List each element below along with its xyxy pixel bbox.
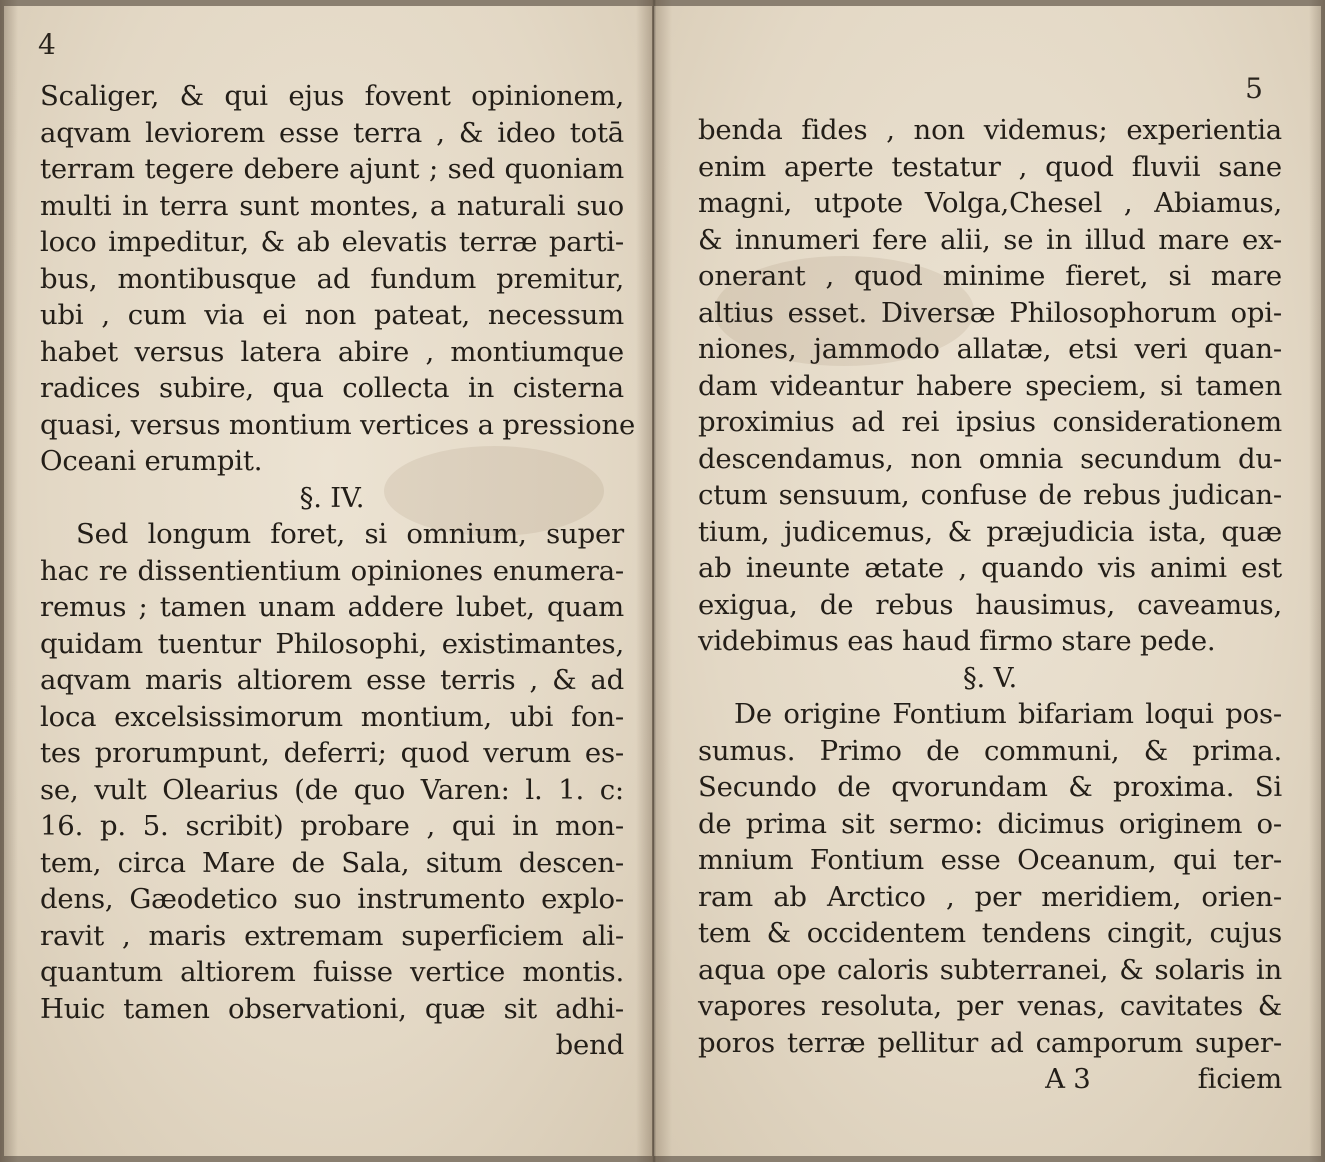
text-line: loco impeditur, & ab elevatis terræ parti- xyxy=(40,226,624,258)
text-line: benda fides , non videmus; experientia xyxy=(698,114,1282,146)
text-line: dam videantur habere speciem, si tamen xyxy=(698,369,1282,402)
text-line: poros terræ pellitur ad camporum super- xyxy=(698,1026,1282,1059)
text-line: dens, Gæodetico suo instrumento explo- xyxy=(40,883,624,915)
text-line: Secundo de qvorundam & proxima. Si xyxy=(698,771,1282,803)
text-line: De origine Fontium bifariam loqui pos- xyxy=(734,698,1282,730)
text-line: altius esset. Diversæ Philosophorum opi- xyxy=(698,296,1282,329)
text-line: multi in terra sunt montes, a naturali suo xyxy=(40,189,624,222)
text-line: quasi, versus montium vertices a pressione xyxy=(40,408,636,441)
left-page-text xyxy=(40,78,636,1064)
text-line: loca excelsissimorum montium, ubi fon- xyxy=(40,700,624,733)
text-line: exigua, de rebus hausimus, caveamus, xyxy=(698,588,1282,621)
text-line: ubi , cum via ei non pateat, necessum xyxy=(40,299,624,331)
text-line: enim aperte testatur , quod fluvii sane xyxy=(698,150,1282,183)
text-line: Huic tamen observationi, quæ sit adhi- xyxy=(40,992,624,1025)
text-line: aqvam maris altiorem esse terris , & ad xyxy=(40,664,624,696)
text-line: aqvam leviorem esse terra , & ideo totā xyxy=(40,116,624,149)
catchword: bend xyxy=(555,1029,624,1061)
text-line: se, vult Olearius (de quo Varen: l. 1. c: xyxy=(40,773,624,806)
text-line: remus ; tamen unam addere lubet, quam xyxy=(40,591,624,623)
text-line: ab ineunte ætate , quando vis animi est xyxy=(698,552,1282,584)
text-line: mnium Fontium esse Oceanum, qui ter- xyxy=(698,844,1282,876)
text-line: videbimus eas haud firmo stare pede. xyxy=(698,625,1216,657)
text-line: tem & occidentem tendens cingit, cujus xyxy=(698,917,1282,949)
page-number-left: 4 xyxy=(38,28,56,61)
text-line: radices subire, qua collecta in cisterna xyxy=(40,372,624,404)
text-line: tium, judicemus, & præjudicia ista, quæ xyxy=(698,515,1282,548)
text-line: Sed longum foret, si omnium, super xyxy=(76,518,624,550)
text-line: quidam tuentur Philosophi, existimantes, xyxy=(40,627,624,660)
text-line: descendamus, non omnia secundum du- xyxy=(698,442,1282,475)
text-line: aqua ope caloris subterranei, & solaris in xyxy=(698,953,1282,986)
text-line: quantum altiorem fuisse vertice montis. xyxy=(40,956,624,988)
text-line: Oceani erumpit. xyxy=(40,445,263,477)
text-line: bus, montibusque ad fundum premitur, xyxy=(40,262,624,295)
text-line: terram tegere debere ajunt ; sed quoniam xyxy=(40,153,624,185)
text-line: proximius ad rei ipsius considerationem xyxy=(698,406,1282,438)
text-line: magni, utpote Volga,Chesel , Abiamus, xyxy=(698,187,1282,219)
section-heading: §. V. xyxy=(962,661,1018,694)
text-line: tes prorumpunt, deferri; quod verum es- xyxy=(40,737,624,769)
text-line: Scaliger, & qui ejus fovent opinionem, xyxy=(40,80,624,112)
text-line: vapores resoluta, per venas, cavitates & xyxy=(698,990,1282,1022)
text-line: habet versus latera abire , montiumque xyxy=(40,335,624,368)
catchword: ficiem xyxy=(1197,1063,1282,1095)
text-line: 16. p. 5. scribit) probare , qui in mon- xyxy=(40,810,624,842)
page-number-right: 5 xyxy=(1245,72,1263,105)
signature-mark: A 3 xyxy=(1045,1063,1091,1095)
text-line: ram ab Arctico , per meridiem, orien- xyxy=(698,880,1282,913)
text-line: ravit , maris extremam superficiem ali- xyxy=(40,919,624,952)
page-footer xyxy=(698,1061,1282,1098)
text-line: niones, jammodo allatæ, etsi veri quan- xyxy=(698,333,1282,365)
text-line: tem, circa Mare de Sala, situm descen- xyxy=(40,846,624,879)
text-line: ctum sensuum, confuse de rebus judican- xyxy=(698,479,1282,511)
text-line: & innumeri fere alii, se in illud mare ex- xyxy=(698,223,1282,256)
text-line: hac re dissentientium opiniones enumera- xyxy=(40,554,624,587)
section-heading: §. IV. xyxy=(299,481,365,514)
text-line: de prima sit sermo: dicimus originem o- xyxy=(698,807,1282,840)
left-page xyxy=(4,6,652,1156)
text-line: onerant , quod minime fieret, si mare xyxy=(698,260,1282,292)
right-page-text xyxy=(698,112,1282,1098)
text-line: sumus. Primo de communi, & prima. xyxy=(698,734,1282,767)
right-page xyxy=(654,6,1321,1156)
